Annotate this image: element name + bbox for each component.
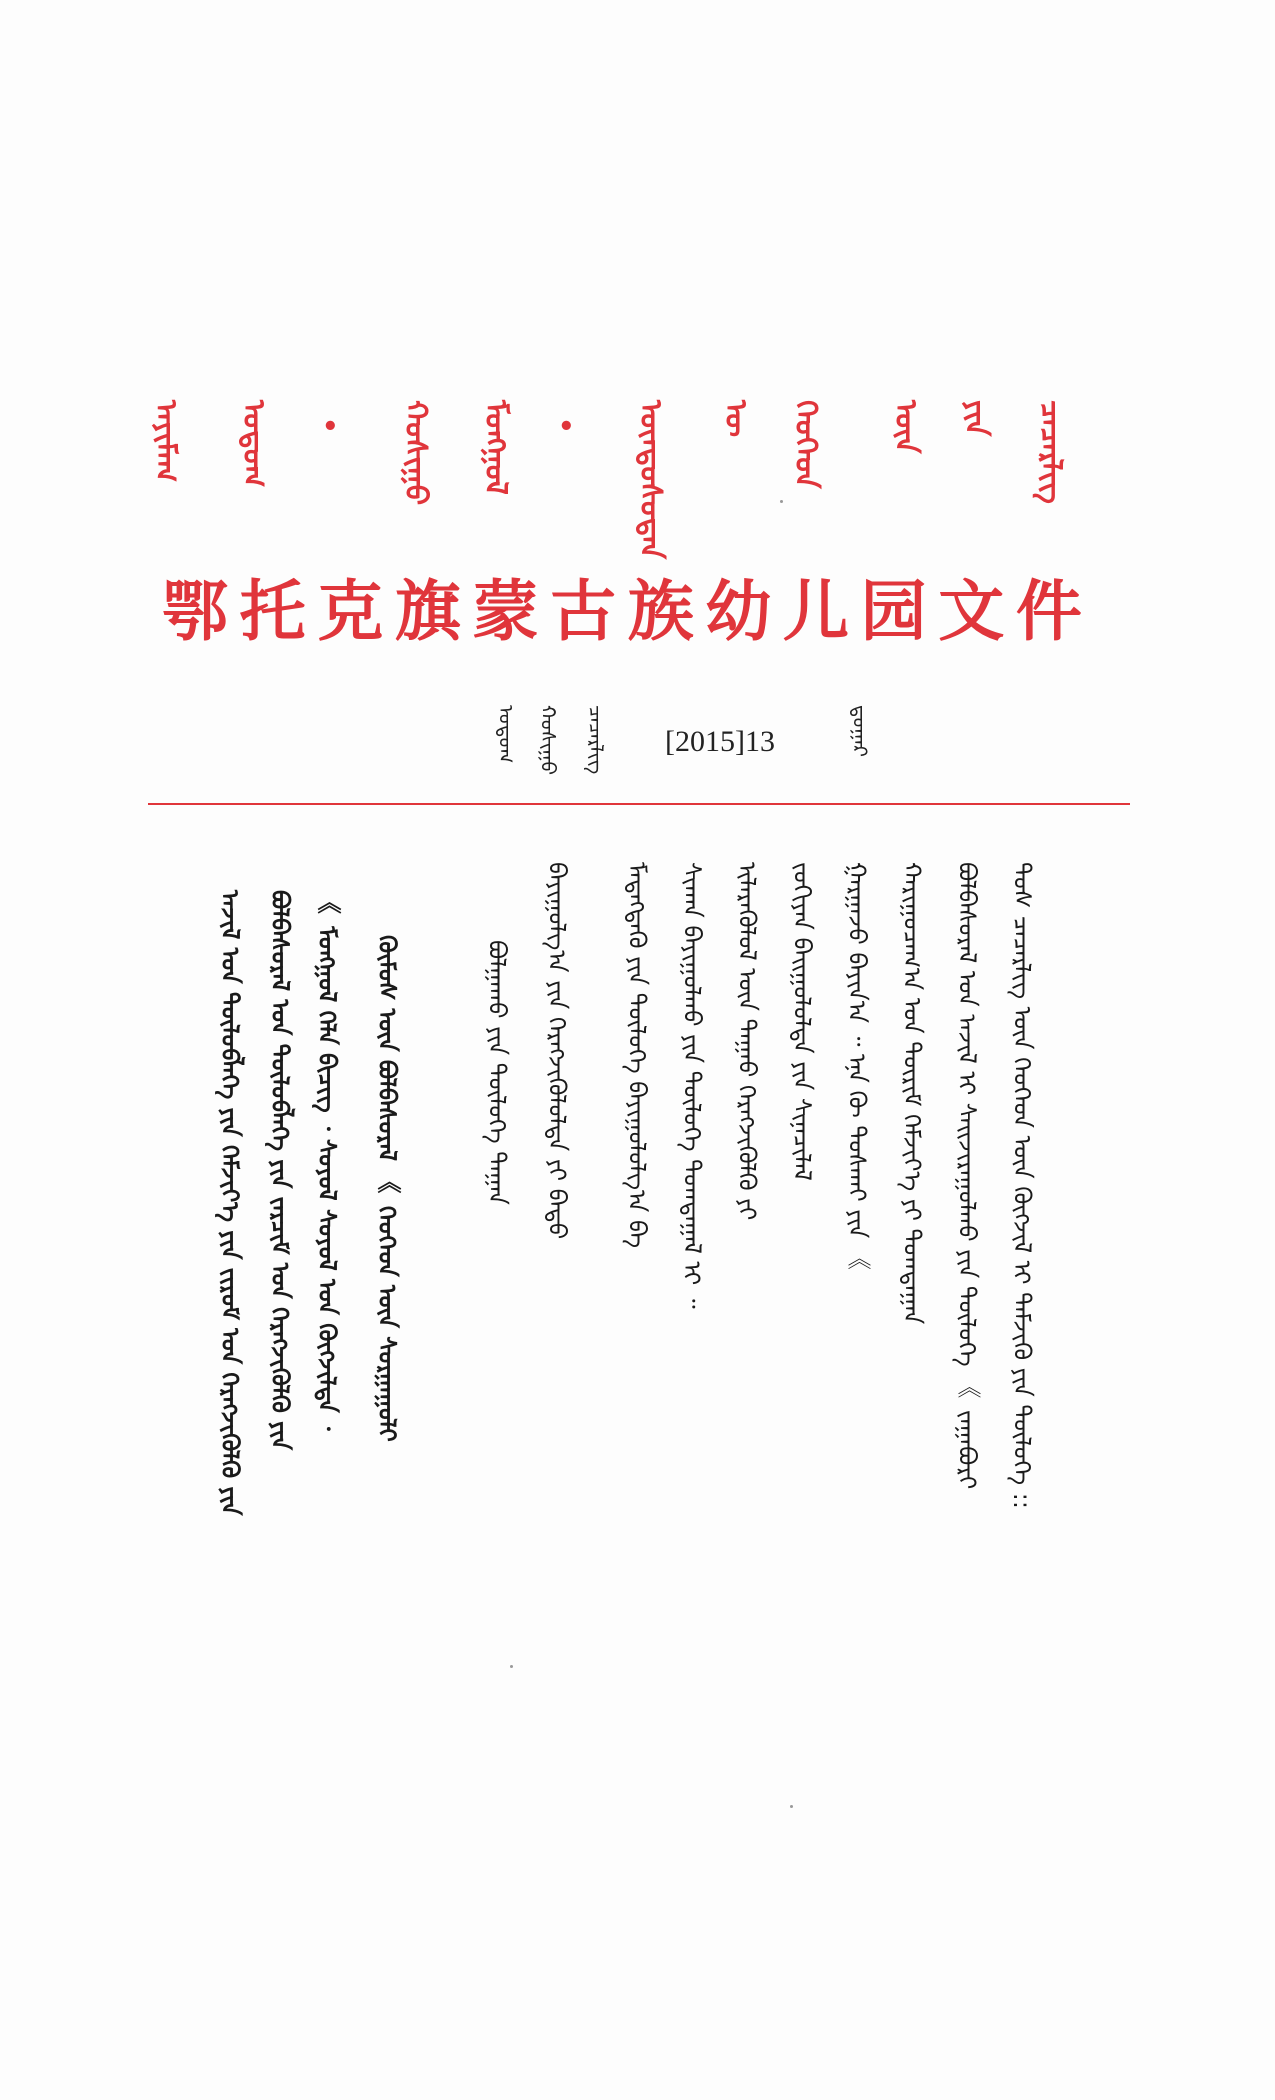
document-number-row: [0, 705, 1275, 785]
mongolian-header-word: ᠬᠣᠰᠢᠭᠤ: [398, 400, 433, 506]
docno-mongolian-word: ᠬᠣᠰᠢᠭᠤ: [536, 705, 560, 776]
title-char: 蒙: [472, 573, 539, 650]
mongolian-header-word: ᠦᠨ: [888, 400, 923, 454]
body-text-line: ᠢᠯᠡᠷᠡᠭᠦᠯᠦᠯ ᠦᠨ ᠳᠠᠭᠠᠤ ᠬᠡᠷᠡᠭᠵᠢᠭᠦᠯᠬᠦ ᠶᠢ: [733, 862, 761, 1221]
mongolian-header-word: ᠶᠢᠨ: [958, 400, 993, 437]
mongolian-header-word: ᠴᠡᠴᠡᠷᠯᠢᠭ: [1033, 400, 1068, 504]
title-char: 古: [550, 573, 617, 650]
title-char: 园: [860, 573, 927, 650]
body-text-line: ᠮᠡᠳᠡᠭᠳᠡᠬᠦ ᠶᠢᠨ ᠲᠥᠯᠦᠭᠡ ᠪᠠᠶᠢᠭᠤᠯᠤᠯᠭ᠎ᠠ ᠪᠠ: [623, 862, 651, 1249]
title-char: 族: [627, 573, 694, 650]
mongolian-header: [148, 400, 1080, 560]
title-char: 幼: [705, 573, 772, 650]
subject-text-line: ᠠᠵᠢᠯ ᠤᠨ ᠲᠥᠯᠦᠪᠯᠡᠭᠡ ᠶᠢᠨ ᠬᠡᠮᠵᠢᠶ᠎ᠡ ᠶᠢᠨ ᠵᠢᠷᠤᠮ ᠤᠨ ᠬᠡᠷᠡᠭᠵᠢᠭᠦᠯᠬᠦ ᠶᠢᠨ: [216, 890, 244, 1516]
title-char: 件: [1015, 573, 1082, 650]
body-text-line: ᠪᠠᠶᠢᠭᠤᠯᠭ᠎ᠠ ᠶᠢᠨ ᠬᠡᠷᠡᠭᠵᠢᠭᠦᠯᠦᠯᠲᠡ ᠶᠢ ᠪᠠᠲᠤ: [543, 862, 571, 1240]
red-divider-line: [148, 803, 1130, 805]
subject-text-line: ᠪᠣᠯᠪᠠᠰᠤᠷᠠᠯ ᠤᠨ ᠲᠥᠯᠦᠪᠯᠡᠭᠡ ᠶᠢᠨ ᠵᠠᠷᠴᠢᠮ ᠤᠨ ᠬᠡᠷᠡᠭᠵᠢᠭᠦᠯᠬᠦ ᠶᠢᠨ: [266, 890, 294, 1451]
scan-speck: [510, 1665, 513, 1668]
subject-text-line: 《 ᠮᠣᠩᠭᠣᠯ ᠬᠡᠯᠡ ᠪᠢᠴᠢᠭ ᠂ ᠰᠣᠶᠣᠯ ᠰᠣᠶᠣᠯ ᠤᠨ ᠬᠥᠭᠵᠢᠯᠲᠡ ᠂: [313, 890, 341, 1431]
title-char: 克: [317, 573, 384, 650]
body-text-line: ᠲᠤᠰ ᠴᠡᠴᠡᠷᠯᠢᠭ ᠦᠨ ᠬᠡᠦᠬᠡᠳ ᠦᠨ ᠬᠥᠭᠵᠢᠯ ᠢ ᠳᠡᠮᠵᠢᠬᠦ ᠶᠢᠨ ᠲᠥᠯᠦᠭᠡ ::: [1008, 862, 1036, 1509]
header-separator-dot: •: [322, 412, 339, 442]
mongolian-header-word: ᠮᠣᠩᠭᠣᠯ: [478, 400, 513, 495]
scan-speck: [780, 500, 783, 503]
title-char: 鄂: [162, 573, 228, 650]
mongolian-header-word: ᠠᠶᠢᠮᠠᠭ: [148, 400, 183, 483]
title-char: 托: [239, 573, 306, 650]
title-char: 文: [938, 573, 1005, 650]
body-text-line: ᠰᠢᠬᠠᠨ ᠪᠠᠶᠢᠭᠤᠯᠬᠤ ᠶᠢᠨ ᠲᠥᠯᠦᠭᠡ ᠲᠣᠭᠲᠠᠭᠠᠯ ᠢ ᠃: [678, 862, 706, 1309]
chinese-document-title: [162, 558, 1082, 653]
header-separator-dot: •: [558, 412, 575, 442]
body-text-line: ᠭᠠᠷᠭᠠᠵᠤ ᠪᠠᠶᠢᠨ᠎ᠠ ᠃ ᠡᠨᠡ ᠬᠦ ᠲᠤᠰᠬᠠᠢ ᠶᠢᠨ 《: [843, 862, 871, 1272]
body-text-line: ᠪᠣᠯᠭᠠᠬᠤ ᠶᠢᠨ ᠲᠥᠯᠦᠭᠡ ᠳᠠᠭᠠᠨ: [483, 940, 511, 1205]
mongolian-header-word: ᠣᠲᠣᠭ: [236, 400, 271, 488]
mongolian-header-word: ᠦᠨᠳᠦᠰᠦᠲᠡᠨ: [633, 400, 668, 560]
mongolian-header-word: ᠬᠡᠦᠬᠡᠳ: [788, 400, 823, 489]
docno-mongolian-word: ᠣᠲᠣᠭ: [494, 705, 518, 764]
subject-text-line: ᠬᠦᠮᠦᠰ ᠦᠨ ᠪᠣᠯᠪᠠᠰᠤᠷᠠᠯ 《 ᠬᠡᠦᠬᠡᠳ ᠦᠨ ᠰᠤᠷᠭᠠᠭᠤᠯᠢ: [373, 935, 401, 1442]
document-number: [2015]13: [665, 725, 775, 758]
scan-speck: [790, 1805, 793, 1808]
body-text-line: ᠬᠠᠷᠢᠭᠤᠴᠠᠭ᠎ᠠ ᠤᠨ ᠳᠦᠷᠢᠮ ᠬᠡᠮᠵᠢᠶ᠎ᠡ ᠶᠢ ᠲᠣᠭᠲᠠᠭᠠᠨ: [898, 862, 926, 1325]
body-text-line: ᠵᠣᠬᠢᠶᠠᠨ ᠪᠠᠢᠭᠤᠯᠤᠯᠲᠠ ᠶᠢᠨ ᠰᠢᠨᠡᠴᠢᠯᠡᠯ: [788, 862, 816, 1181]
mongolian-header-word: ᠦ: [718, 400, 753, 438]
title-char: 旗: [394, 573, 461, 650]
docno-mongolian-word: ᠳ᠋ᠤᠭᠠᠷ: [848, 705, 872, 757]
title-char: 儿: [783, 573, 849, 650]
body-text-line: ᠪᠣᠯᠪᠠᠰᠤᠷᠠᠯ ᠤᠨ ᠠᠵᠢᠯ ᠢ ᠰᠠᠢᠵᠢᠷᠠᠭᠤᠯᠬᠤ ᠶᠢᠨ ᠲᠥᠯᠦᠭᠡ 《 ᠵᠠᠭᠠᠪᠤᠷᠢ: [953, 862, 981, 1490]
docno-mongolian-word: ᠴᠡᠴᠡᠷᠯᠢᠭ: [584, 705, 608, 775]
